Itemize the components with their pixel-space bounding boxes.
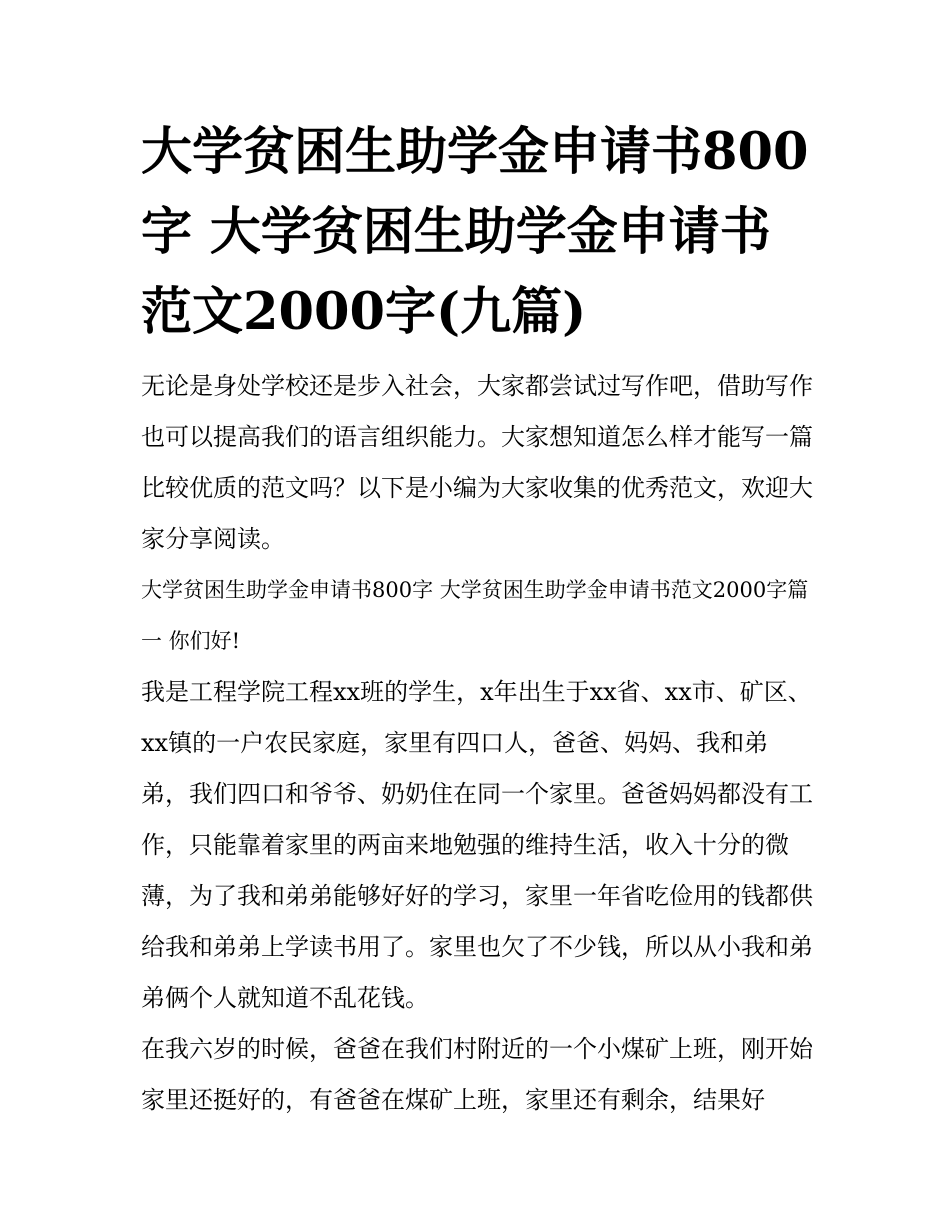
document-page (141, 112, 813, 1126)
body-paragraph: 我是工程学院工程xx班的学生，x年出生于xx省、xx市、矿区、xx镇的一户农民家庭，家里有四口人，爸爸、妈妈、我和弟弟，我们四口和爷爷、奶奶住在同一个家里。爸爸妈妈都没有工作，只能靠着家里的两亩来地勉强的维持生活，收入十分的微薄，为了我和弟弟能够好好的学习，家里一年省吃俭用的钱都供给我和弟弟上学读书用了。家里也欠了不少钱，所以从小我和弟弟俩个人就知道不乱花钱。 (141, 678, 813, 1012)
body-paragraph: 在我六岁的时候，爸爸在我们村附近的一个小煤矿上班，刚开始家里还挺好的，有爸爸在煤矿上班，家里还有剩余，结果好 (141, 1035, 813, 1114)
document-title: 大学贫困生助学金申请书800字 大学贫困生助学金申请书范文2000字(九篇) (141, 122, 809, 342)
section-heading: 大学贫困生助学金申请书800字 大学贫困生助学金申请书范文2000字篇一 你们好! (141, 578, 809, 653)
intro-paragraph: 无论是身处学校还是步入社会，大家都尝试过写作吧，借助写作也可以提高我们的语言组织能力。大家想知道怎么样才能写一篇比较优质的范文吗？以下是小编为大家收集的优秀范文，欢迎大家分享阅读。 (141, 372, 813, 553)
